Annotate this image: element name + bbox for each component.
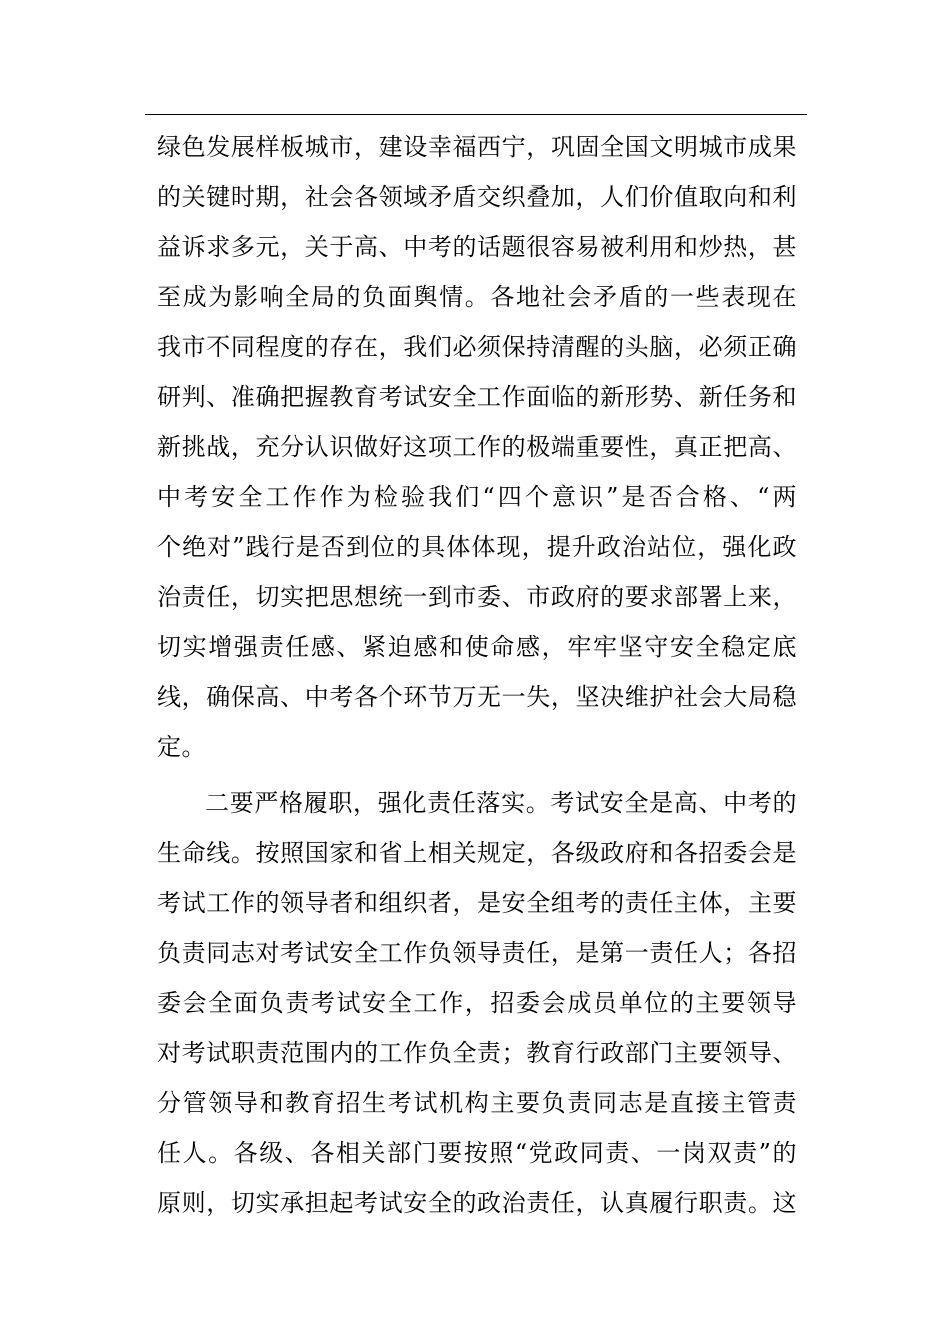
text-line: 绿色发展样板城市，建设幸福西宁，巩固全国文明城市成果: [157, 133, 797, 161]
text-line: 中考安全工作作为检验我们“四个意识”是否合格、“两: [157, 483, 797, 511]
text-line: 益诉求多元，关于高、中考的话题很容易被利用和炒热，甚: [157, 233, 797, 261]
text-line: 负责同志对考试安全工作负领导责任，是第一责任人；各招: [157, 939, 797, 967]
text-line: 分管领导和教育招生考试机构主要负责同志是直接主管责: [157, 1089, 797, 1117]
paragraph-1: [157, 122, 797, 772]
text-line: 切实增强责任感、紧迫感和使命感，牢牢坚守安全稳定底: [157, 633, 797, 661]
text-line: 对考试职责范围内的工作负全责；教育行政部门主要领导、: [157, 1039, 797, 1067]
header-rule: [145, 114, 807, 115]
text-line: 原则，切实承担起考试安全的政治责任，认真履行职责。这: [157, 1189, 797, 1217]
text-line: 新挑战，充分认识做好这项工作的极端重要性，真正把高、: [157, 433, 797, 461]
text-line: 研判、准确把握教育考试安全工作面临的新形势、新任务和: [157, 383, 797, 411]
text-line: 考试工作的领导者和组织者，是安全组考的责任主体，主要: [157, 889, 797, 917]
text-line: 我市不同程度的存在，我们必须保持清醒的头脑，必须正确: [157, 333, 797, 361]
text-line: 任人。各级、各相关部门要按照“党政同责、一岗双责”的: [157, 1139, 797, 1167]
text-line: 个绝对”践行是否到位的具体体现，提升政治站位，强化政: [157, 533, 797, 561]
text-line: 至成为影响全局的负面舆情。各地社会矛盾的一些表现在: [157, 283, 797, 311]
document-body: [157, 122, 797, 1228]
text-line: 定。: [157, 733, 206, 761]
text-line: 的关键时期，社会各领域矛盾交织叠加，人们价值取向和利: [157, 183, 797, 211]
text-line: 委会全面负责考试安全工作，招委会成员单位的主要领导: [157, 989, 797, 1017]
text-line: 线，确保高、中考各个环节万无一失，坚决维护社会大局稳: [157, 683, 797, 711]
paragraph-2: [157, 778, 797, 1228]
text-line: 治责任，切实把思想统一到市委、市政府的要求部署上来，: [157, 583, 797, 611]
text-line: 二要严格履职，强化责任落实。考试安全是高、中考的: [205, 789, 797, 817]
text-line: 生命线。按照国家和省上相关规定，各级政府和各招委会是: [157, 839, 797, 867]
